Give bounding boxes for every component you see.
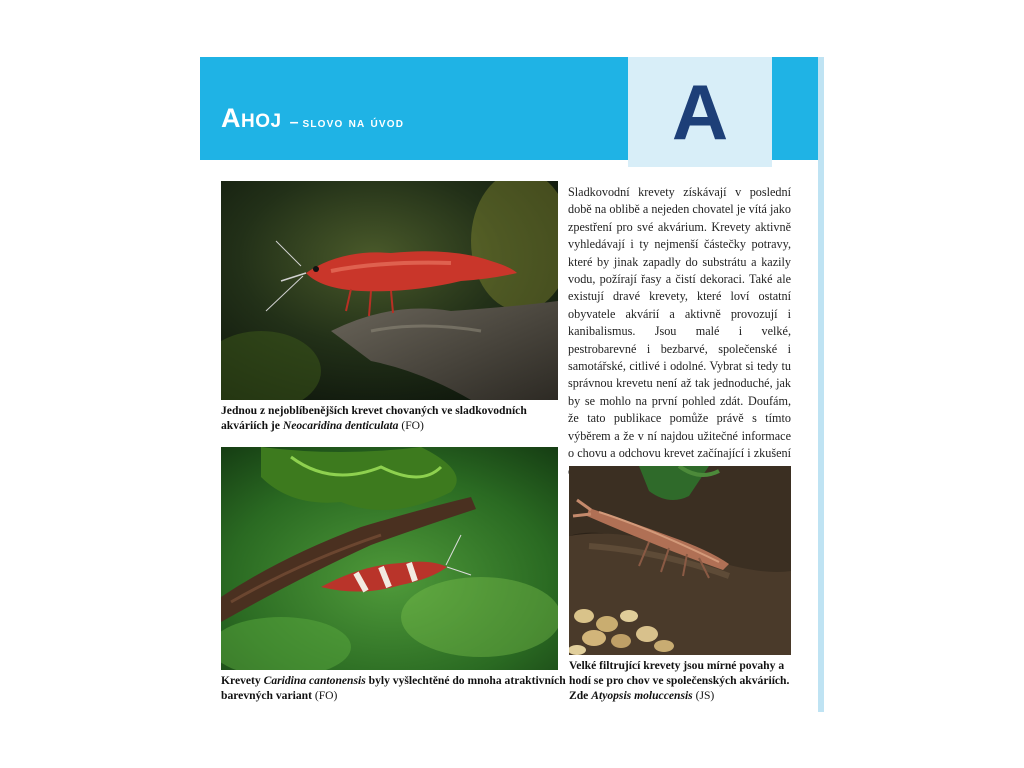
- caption-1-text: Jednou z nejoblíbenějších krevet chovaných ve sladkovodních akváriích je: [221, 404, 527, 432]
- caption-2-pre: Krevety: [221, 674, 264, 687]
- caption-2-species: Caridina cantonensis: [263, 674, 366, 687]
- caption-photo-2: [221, 673, 566, 703]
- caption-3-species: Atyopsis moluccensis: [591, 689, 693, 702]
- caption-photo-1: [221, 403, 561, 433]
- page-edge-strip: [818, 57, 824, 712]
- photo-caridina: [221, 447, 558, 670]
- intro-paragraph: Sladkovodní krevety získávají v poslední době na oblibě a nejeden chovatel je vítá jako zpestření pro své akvárium. Krevety aktivně vyhledávají i ty nejmenší částečky potravy, které by jinak zapadly do substrátu a kazily vodu, požírají řasy a čistí dekoraci. Také ale existují dravé krevety, které loví ostatní obyvatele akvárií a aktivně provozují i kanibalismus. Jsou malé i velké, pestrobarevné i bezbarvé, společenské i samotářské, citlivé i odolné. Vybrat si tedy tu správnou krevetu není až tak jednoduché, jak by se mohlo na první pohled zdát. Doufám, že tato publikace pomůže právě s tímto výběrem a že v ní najdou užitečné informace o chovu a odchovu krevet začínající i zkušení: [568, 185, 791, 461]
- chapter-letter-box: [628, 57, 772, 167]
- chapter-title-subtitle: slovo na úvod: [302, 114, 405, 130]
- chapter-title-dash: –: [289, 114, 299, 131]
- caption-photo-3: [569, 658, 799, 703]
- caption-3-credit: (JS): [692, 689, 715, 702]
- chapter-letter: A: [671, 68, 729, 156]
- photo-neocaridina: [221, 181, 558, 400]
- chapter-title-main: Ahoj: [221, 103, 282, 133]
- caption-2-text: byly vyšlechtěné do mnoha atraktivních barevných variant: [221, 674, 566, 702]
- photo-atyopsis: [569, 466, 791, 655]
- caption-2-credit: (FO): [311, 689, 338, 702]
- caption-1-credit: (FO): [398, 419, 424, 432]
- caption-1-species: Neocaridina denticulata: [282, 419, 399, 432]
- chapter-title: [221, 103, 404, 134]
- caption-3-text: Velké filtrující krevety jsou mírné povahy a hodí se pro chov ve společenských akváriích. Zde: [569, 659, 790, 702]
